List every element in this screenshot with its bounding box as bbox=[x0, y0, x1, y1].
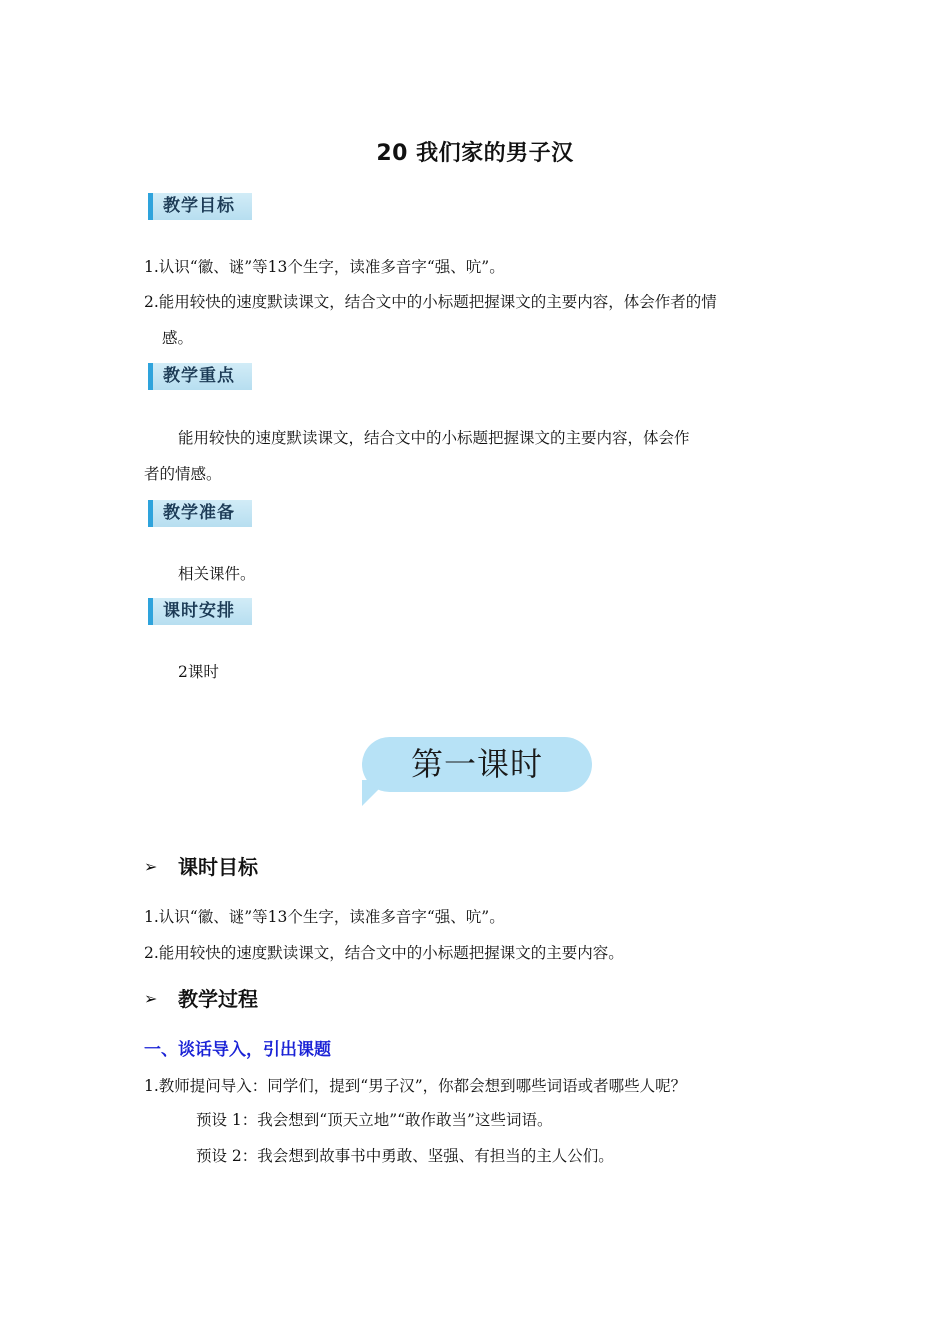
lesson-goals-heading: 课时目标 bbox=[178, 855, 258, 879]
prep-text: 相关课件。 bbox=[178, 565, 256, 583]
preset-1: 预设 1：我会想到“顶天立地”“敢作敢当”这些词语。 bbox=[196, 1111, 553, 1129]
document-title: 20 我们家的男子汉 bbox=[376, 141, 574, 166]
key-line-1: 能用较快的速度默读课文，结合文中的小标题把握课文的主要内容，体会作 bbox=[178, 429, 690, 447]
step-question: 1.教师提问导入：同学们，提到“男子汉”，你都会想到哪些词语或者哪些人呢？ bbox=[144, 1077, 687, 1095]
step-title: 一、谈话导入，引出课题 bbox=[144, 1040, 331, 1060]
arrow-icon: ➢ bbox=[144, 989, 158, 1008]
arrow-icon: ➢ bbox=[144, 857, 158, 876]
lesson-goal-item-1: 1.认识“徽、谜”等13个生字，读准多音字“强、吭”。 bbox=[144, 908, 505, 926]
section-tag-key: 教学重点 bbox=[148, 363, 252, 390]
goal-item-2: 2.能用较快的速度默读课文，结合文中的小标题把握课文的主要内容，体会作者的情 bbox=[144, 293, 717, 311]
lesson-banner: 第一课时 bbox=[362, 737, 592, 792]
goal-item-1: 1.认识“徽、谜”等13个生字，读准多音字“强、吭”。 bbox=[144, 258, 505, 276]
schedule-text: 2课时 bbox=[178, 663, 219, 681]
key-line-2: 者的情感。 bbox=[144, 465, 222, 483]
lesson-goal-item-2: 2.能用较快的速度默读课文，结合文中的小标题把握课文的主要内容。 bbox=[144, 944, 624, 962]
section-tag-goals: 教学目标 bbox=[148, 193, 252, 220]
process-heading: 教学过程 bbox=[178, 987, 258, 1011]
preset-2: 预设 2：我会想到故事书中勇敢、坚强、有担当的主人公们。 bbox=[196, 1147, 614, 1165]
section-tag-schedule: 课时安排 bbox=[148, 598, 252, 625]
goal-item-2-cont: 感。 bbox=[162, 329, 194, 347]
section-tag-prep: 教学准备 bbox=[148, 500, 252, 527]
